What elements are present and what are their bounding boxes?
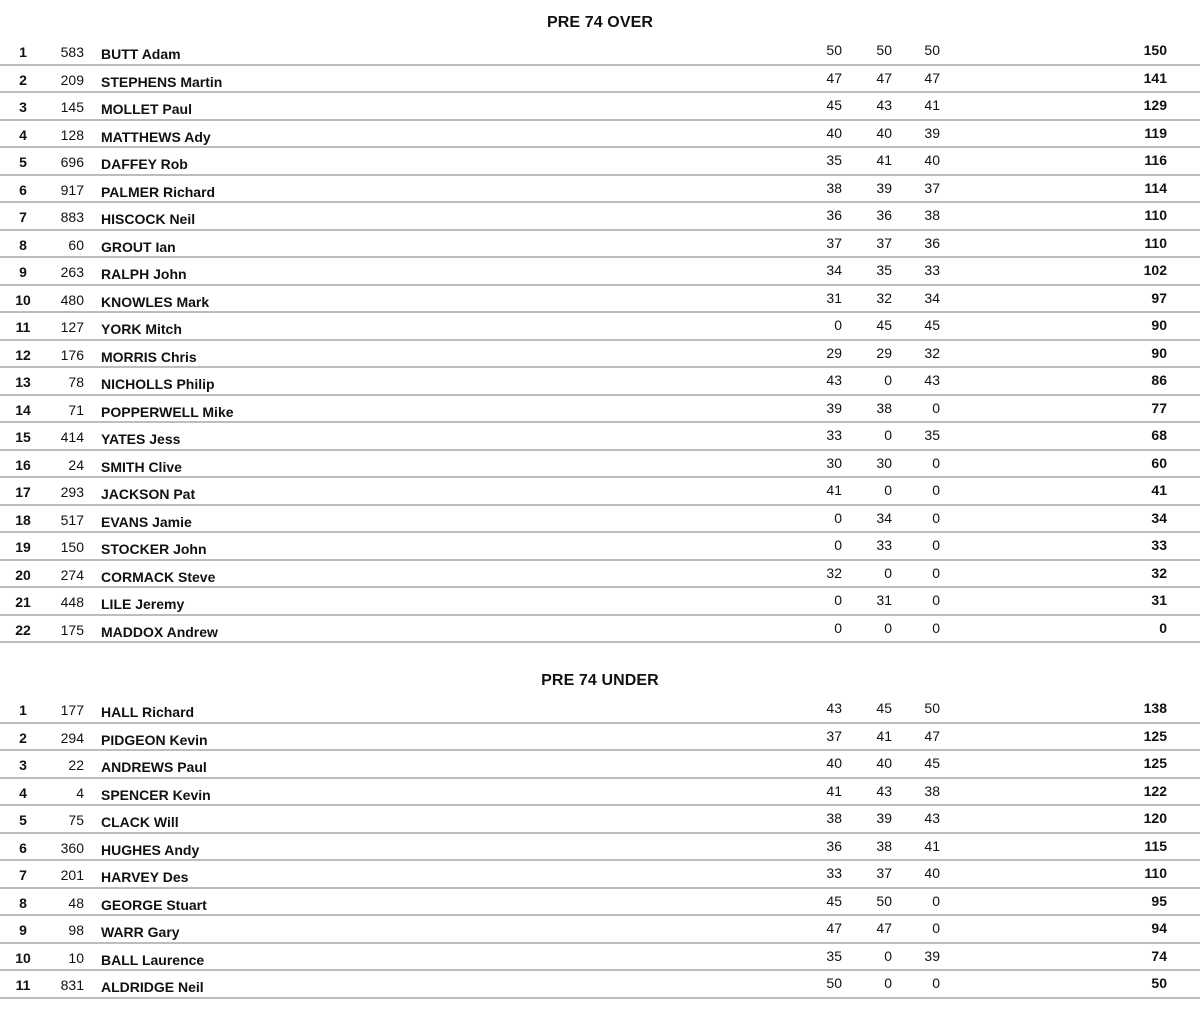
round-3-points-cell: 38 — [924, 207, 940, 223]
round-2-points-cell: 0 — [884, 372, 892, 388]
total-points-cell: 86 — [1151, 372, 1167, 388]
total-points-cell: 41 — [1151, 482, 1167, 498]
position-cell: 9 — [19, 264, 27, 280]
position-cell: 1 — [19, 702, 27, 718]
total-points-cell: 31 — [1151, 592, 1167, 608]
total-points-cell: 110 — [1144, 207, 1167, 223]
rider-number-cell: 583 — [60, 44, 84, 60]
table-row — [0, 616, 1200, 644]
round-1-points-cell: 34 — [826, 262, 842, 278]
total-points-cell: 120 — [1143, 810, 1167, 826]
total-points-cell: 60 — [1151, 454, 1167, 471]
round-3-points-cell: 41 — [924, 97, 940, 113]
table-row — [0, 561, 1200, 589]
round-3-points-cell: 45 — [924, 317, 940, 333]
round-2-points-cell: 39 — [876, 179, 892, 196]
rider-number-cell: 209 — [60, 71, 84, 88]
position-cell: 3 — [19, 757, 27, 773]
round-1-points-cell: 45 — [826, 97, 842, 113]
total-points-cell: 90 — [1151, 344, 1167, 361]
table-row — [0, 588, 1200, 616]
round-2-points-cell: 45 — [876, 317, 892, 333]
round-2-points-cell: 32 — [876, 289, 892, 306]
position-cell: 11 — [15, 319, 31, 335]
round-3-points-cell: 36 — [924, 234, 940, 251]
round-1-points-cell: 40 — [826, 124, 842, 141]
table-row — [0, 724, 1200, 752]
rider-name-cell: GEORGE Stuart — [101, 896, 207, 913]
round-2-points-cell: 38 — [876, 837, 892, 854]
position-cell: 7 — [19, 867, 27, 883]
rider-number-cell: 48 — [68, 894, 84, 911]
table-row — [0, 396, 1200, 424]
round-3-points-cell: 33 — [924, 262, 940, 278]
table-row — [0, 313, 1200, 341]
rider-name-cell: STOCKER John — [101, 541, 207, 557]
rider-number-cell: 263 — [60, 264, 84, 280]
rider-number-cell: 360 — [60, 839, 84, 856]
total-points-cell: 138 — [1143, 700, 1167, 716]
round-2-points-cell: 50 — [876, 892, 892, 909]
total-points-cell: 116 — [1144, 152, 1167, 168]
round-2-points-cell: 37 — [876, 865, 892, 881]
round-2-points-cell: 41 — [876, 727, 892, 744]
rider-number-cell: 480 — [60, 291, 84, 308]
rider-name-cell: WARR Gary — [101, 924, 180, 940]
round-2-points-cell: 45 — [876, 700, 892, 716]
total-points-cell: 129 — [1143, 97, 1167, 113]
table-row — [0, 806, 1200, 834]
table-row — [0, 779, 1200, 807]
round-3-points-cell: 0 — [932, 399, 940, 416]
round-1-points-cell: 32 — [826, 564, 842, 581]
round-3-points-cell: 47 — [924, 69, 940, 86]
table-row — [0, 231, 1200, 259]
round-2-points-cell: 33 — [876, 537, 892, 553]
round-1-points-cell: 43 — [826, 372, 842, 388]
rider-number-cell: 75 — [68, 812, 84, 828]
rider-number-cell: 71 — [68, 401, 84, 418]
rider-name-cell: SPENCER Kevin — [101, 786, 211, 803]
round-2-points-cell: 43 — [876, 97, 892, 113]
rider-number-cell: 127 — [60, 319, 84, 335]
total-points-cell: 125 — [1143, 755, 1167, 771]
position-cell: 2 — [19, 71, 27, 88]
round-3-points-cell: 37 — [924, 179, 940, 196]
round-3-points-cell: 39 — [924, 124, 940, 141]
round-3-points-cell: 39 — [924, 947, 940, 964]
total-points-cell: 150 — [1143, 42, 1167, 58]
round-1-points-cell: 31 — [826, 289, 842, 306]
table-row — [0, 971, 1200, 999]
rider-number-cell: 201 — [60, 867, 84, 883]
round-1-points-cell: 0 — [834, 509, 842, 526]
round-2-points-cell: 29 — [876, 344, 892, 361]
rider-name-cell: CORMACK Steve — [101, 568, 216, 585]
table-row — [0, 506, 1200, 534]
round-1-points-cell: 33 — [826, 427, 842, 443]
table-row — [0, 148, 1200, 176]
rider-name-cell: DAFFEY Rob — [101, 156, 188, 172]
rider-name-cell: ANDREWS Paul — [101, 759, 207, 775]
round-2-points-cell: 47 — [876, 69, 892, 86]
rider-name-cell: SMITH Clive — [101, 458, 182, 475]
round-3-points-cell: 43 — [924, 810, 940, 826]
round-2-points-cell: 0 — [884, 564, 892, 581]
rider-number-cell: 78 — [68, 374, 84, 390]
table-row — [0, 176, 1200, 204]
rider-number-cell: 293 — [60, 484, 84, 500]
total-points-cell: 110 — [1144, 234, 1167, 251]
round-2-points-cell: 0 — [884, 619, 892, 636]
round-2-points-cell: 41 — [876, 152, 892, 168]
round-1-points-cell: 50 — [826, 42, 842, 58]
round-1-points-cell: 38 — [826, 179, 842, 196]
round-3-points-cell: 47 — [924, 727, 940, 744]
rider-name-cell: HUGHES Andy — [101, 841, 200, 858]
position-cell: 9 — [19, 922, 27, 938]
rider-name-cell: NICHOLLS Philip — [101, 376, 215, 392]
round-3-points-cell: 40 — [924, 865, 940, 881]
round-3-points-cell: 0 — [932, 892, 940, 909]
total-points-cell: 0 — [1159, 619, 1167, 636]
round-1-points-cell: 39 — [826, 399, 842, 416]
position-cell: 4 — [19, 126, 27, 143]
results-section-pre-74-under — [0, 658, 1200, 999]
round-2-points-cell: 34 — [876, 509, 892, 526]
position-cell: 11 — [15, 977, 31, 993]
rider-name-cell: RALPH John — [101, 266, 187, 282]
position-cell: 3 — [19, 99, 27, 115]
section-title: PRE 74 OVER — [546, 14, 654, 31]
table-row — [0, 478, 1200, 506]
position-cell: 10 — [15, 291, 31, 308]
rider-number-cell: 4 — [76, 784, 84, 801]
rider-name-cell: MADDOX Andrew — [101, 623, 218, 640]
rider-number-cell: 917 — [60, 181, 84, 198]
round-3-points-cell: 0 — [932, 482, 940, 498]
rider-number-cell: 98 — [68, 922, 84, 938]
rider-number-cell: 150 — [60, 539, 84, 555]
round-3-points-cell: 40 — [924, 152, 940, 168]
round-3-points-cell: 0 — [932, 592, 940, 608]
rider-number-cell: 177 — [60, 702, 84, 718]
table-row — [0, 861, 1200, 889]
section-title: PRE 74 UNDER — [541, 672, 659, 689]
rider-number-cell: 294 — [60, 729, 84, 746]
rider-number-cell: 24 — [68, 456, 84, 473]
round-3-points-cell: 0 — [932, 619, 940, 636]
round-1-points-cell: 0 — [834, 537, 842, 553]
round-3-points-cell: 0 — [932, 454, 940, 471]
table-row — [0, 423, 1200, 451]
rider-name-cell: MORRIS Chris — [101, 348, 197, 365]
position-cell: 15 — [15, 429, 31, 445]
rider-name-cell: HARVEY Des — [101, 869, 189, 885]
total-points-cell: 122 — [1143, 782, 1167, 799]
round-3-points-cell: 50 — [924, 42, 940, 58]
rider-name-cell: MOLLET Paul — [101, 101, 192, 117]
round-3-points-cell: 32 — [924, 344, 940, 361]
position-cell: 22 — [15, 621, 31, 638]
rider-number-cell: 145 — [60, 99, 84, 115]
position-cell: 8 — [19, 894, 27, 911]
table-row — [0, 751, 1200, 779]
table-row — [0, 203, 1200, 231]
round-1-points-cell: 36 — [826, 837, 842, 854]
rider-number-cell: 175 — [60, 621, 84, 638]
table-row — [0, 696, 1200, 724]
position-cell: 6 — [19, 181, 27, 198]
rider-name-cell: YATES Jess — [101, 431, 181, 447]
round-2-points-cell: 36 — [876, 207, 892, 223]
results-table — [0, 38, 1200, 643]
rider-name-cell: EVANS Jamie — [101, 513, 192, 530]
round-1-points-cell: 0 — [834, 619, 842, 636]
rider-name-cell: POPPERWELL Mike — [101, 403, 234, 420]
table-row — [0, 286, 1200, 314]
rider-name-cell: ALDRIDGE Neil — [101, 979, 204, 995]
round-2-points-cell: 40 — [876, 755, 892, 771]
round-3-points-cell: 35 — [924, 427, 940, 443]
position-cell: 13 — [15, 374, 31, 390]
total-points-cell: 50 — [1151, 975, 1167, 991]
round-2-points-cell: 39 — [876, 810, 892, 826]
rider-number-cell: 176 — [60, 346, 84, 363]
rider-number-cell: 414 — [60, 429, 84, 445]
round-2-points-cell: 0 — [884, 975, 892, 991]
results-table — [0, 696, 1200, 999]
position-cell: 8 — [19, 236, 27, 253]
round-1-points-cell: 35 — [826, 947, 842, 964]
round-1-points-cell: 29 — [826, 344, 842, 361]
position-cell: 14 — [15, 401, 31, 418]
rider-name-cell: PALMER Richard — [101, 183, 216, 200]
round-1-points-cell: 35 — [826, 152, 842, 168]
rider-name-cell: JACKSON Pat — [101, 486, 196, 502]
position-cell: 17 — [15, 484, 31, 500]
total-points-cell: 68 — [1151, 427, 1167, 443]
table-row — [0, 66, 1200, 94]
round-2-points-cell: 37 — [876, 234, 892, 251]
round-1-points-cell: 47 — [826, 920, 842, 936]
rider-number-cell: 696 — [60, 154, 84, 170]
total-points-cell: 33 — [1151, 537, 1167, 553]
table-row — [0, 889, 1200, 917]
total-points-cell: 77 — [1151, 399, 1167, 416]
rider-name-cell: BUTT Adam — [101, 46, 181, 62]
round-2-points-cell: 40 — [876, 124, 892, 141]
round-1-points-cell: 45 — [826, 892, 842, 909]
round-2-points-cell: 0 — [884, 947, 892, 964]
rider-number-cell: 22 — [68, 757, 84, 773]
rider-number-cell: 128 — [60, 126, 84, 143]
round-3-points-cell: 0 — [932, 975, 940, 991]
table-row — [0, 38, 1200, 66]
table-row — [0, 451, 1200, 479]
table-row — [0, 368, 1200, 396]
round-1-points-cell: 30 — [826, 454, 842, 471]
round-2-points-cell: 31 — [876, 592, 892, 608]
rider-name-cell: KNOWLES Mark — [101, 293, 210, 310]
round-2-points-cell: 38 — [876, 399, 892, 416]
table-row — [0, 341, 1200, 369]
position-cell: 16 — [15, 456, 31, 473]
rider-name-cell: BALL Laurence — [101, 951, 205, 968]
position-cell: 7 — [19, 209, 27, 225]
rider-number-cell: 448 — [60, 594, 84, 610]
total-points-cell: 94 — [1151, 920, 1167, 936]
rider-name-cell: MATTHEWS Ady — [101, 128, 211, 145]
position-cell: 5 — [19, 154, 27, 170]
round-2-points-cell: 43 — [876, 782, 892, 799]
rider-number-cell: 60 — [68, 236, 84, 253]
round-2-points-cell: 0 — [884, 427, 892, 443]
table-row — [0, 93, 1200, 121]
round-3-points-cell: 0 — [932, 537, 940, 553]
round-3-points-cell: 38 — [924, 782, 940, 799]
round-3-points-cell: 34 — [924, 289, 940, 306]
rider-name-cell: GROUT Ian — [101, 238, 176, 255]
position-cell: 19 — [15, 539, 31, 555]
round-1-points-cell: 33 — [826, 865, 842, 881]
round-2-points-cell: 50 — [876, 42, 892, 58]
round-3-points-cell: 41 — [924, 837, 940, 854]
round-3-points-cell: 0 — [932, 564, 940, 581]
round-3-points-cell: 45 — [924, 755, 940, 771]
round-1-points-cell: 0 — [834, 592, 842, 608]
rider-name-cell: CLACK Will — [101, 814, 179, 830]
total-points-cell: 119 — [1144, 124, 1167, 141]
round-1-points-cell: 0 — [834, 317, 842, 333]
round-1-points-cell: 41 — [826, 782, 842, 799]
rider-number-cell: 274 — [60, 566, 84, 583]
table-row — [0, 258, 1200, 286]
total-points-cell: 115 — [1144, 837, 1167, 854]
round-1-points-cell: 37 — [826, 234, 842, 251]
table-row — [0, 944, 1200, 972]
table-row — [0, 916, 1200, 944]
total-points-cell: 102 — [1143, 262, 1167, 278]
total-points-cell: 95 — [1151, 892, 1167, 909]
round-1-points-cell: 50 — [826, 975, 842, 991]
total-points-cell: 97 — [1151, 289, 1167, 306]
total-points-cell: 74 — [1151, 947, 1167, 964]
position-cell: 5 — [19, 812, 27, 828]
rider-number-cell: 517 — [60, 511, 84, 528]
round-1-points-cell: 37 — [826, 727, 842, 744]
round-1-points-cell: 40 — [826, 755, 842, 771]
position-cell: 21 — [15, 594, 31, 610]
round-2-points-cell: 47 — [876, 920, 892, 936]
round-3-points-cell: 0 — [932, 920, 940, 936]
rider-number-cell: 883 — [60, 209, 84, 225]
rider-number-cell: 831 — [60, 977, 84, 993]
rider-name-cell: YORK Mitch — [101, 321, 182, 337]
total-points-cell: 32 — [1151, 564, 1167, 581]
total-points-cell: 125 — [1143, 727, 1167, 744]
total-points-cell: 141 — [1143, 69, 1167, 86]
total-points-cell: 110 — [1144, 865, 1167, 881]
table-row — [0, 533, 1200, 561]
round-1-points-cell: 43 — [826, 700, 842, 716]
position-cell: 6 — [19, 839, 27, 856]
total-points-cell: 34 — [1151, 509, 1167, 526]
table-row — [0, 121, 1200, 149]
rider-name-cell: HALL Richard — [101, 704, 195, 720]
position-cell: 20 — [15, 566, 31, 583]
position-cell: 2 — [19, 729, 27, 746]
position-cell: 4 — [19, 784, 27, 801]
round-3-points-cell: 0 — [932, 509, 940, 526]
position-cell: 1 — [19, 44, 27, 60]
rider-name-cell: STEPHENS Martin — [101, 73, 223, 90]
rider-name-cell: PIDGEON Kevin — [101, 731, 208, 748]
total-points-cell: 90 — [1151, 317, 1167, 333]
total-points-cell: 114 — [1144, 179, 1167, 196]
rider-name-cell: HISCOCK Neil — [101, 211, 196, 227]
position-cell: 10 — [15, 949, 31, 966]
round-3-points-cell: 43 — [924, 372, 940, 388]
round-3-points-cell: 50 — [924, 700, 940, 716]
round-1-points-cell: 41 — [826, 482, 842, 498]
round-2-points-cell: 30 — [876, 454, 892, 471]
round-1-points-cell: 38 — [826, 810, 842, 826]
round-1-points-cell: 47 — [826, 69, 842, 86]
rider-name-cell: LILE Jeremy — [101, 596, 185, 612]
position-cell: 12 — [15, 346, 31, 363]
round-2-points-cell: 35 — [876, 262, 892, 278]
position-cell: 18 — [15, 511, 31, 528]
round-2-points-cell: 0 — [884, 482, 892, 498]
round-1-points-cell: 36 — [826, 207, 842, 223]
rider-number-cell: 10 — [68, 949, 84, 966]
table-row — [0, 834, 1200, 862]
